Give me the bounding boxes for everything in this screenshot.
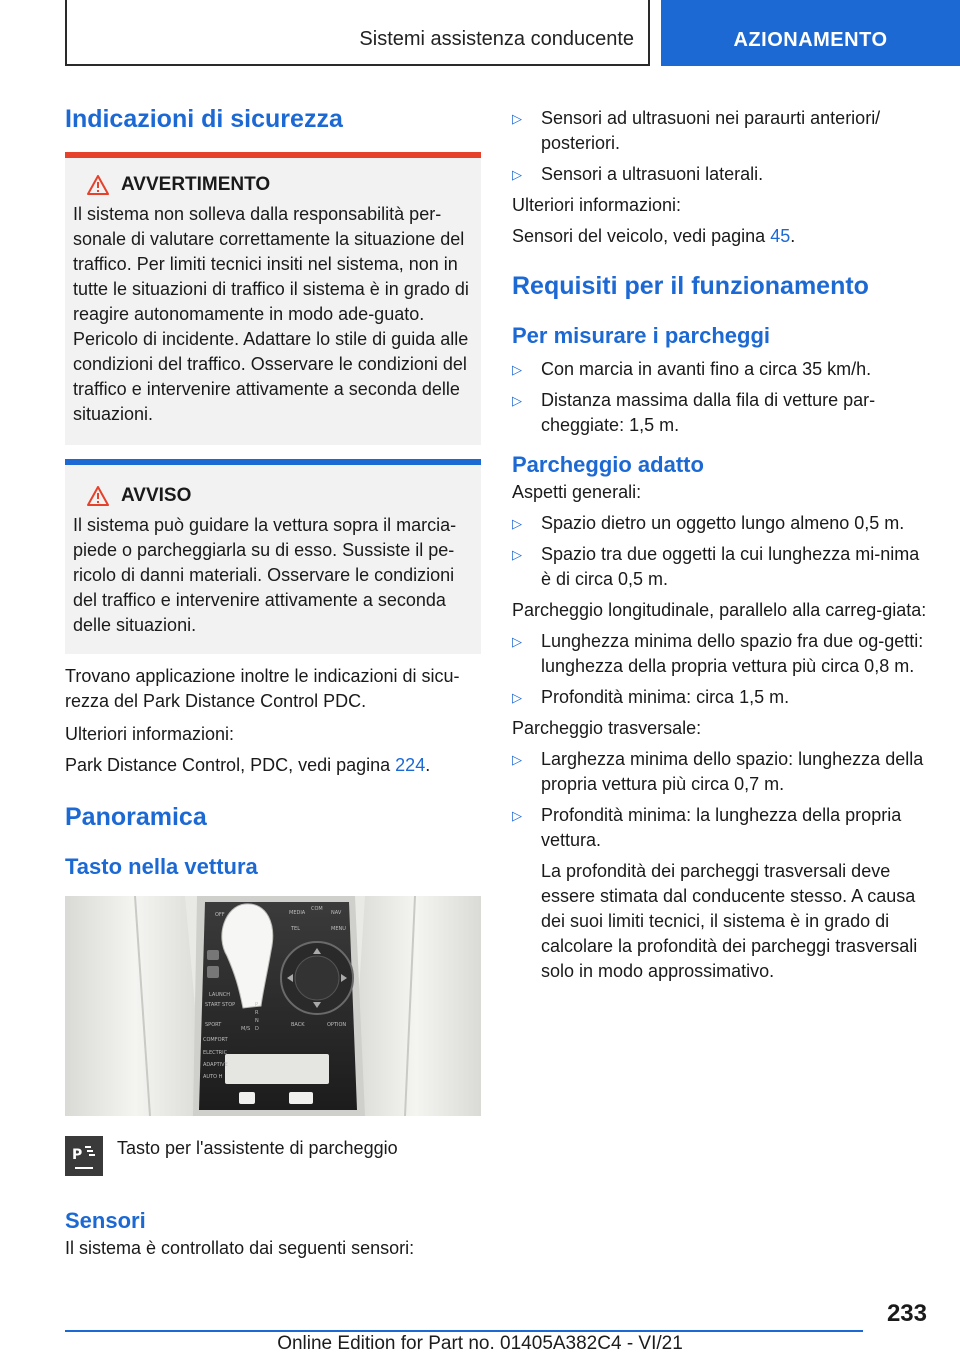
warning-triangle-icon xyxy=(87,486,109,506)
list-item: ▷ Spazio tra due oggetti la cui lunghezza mi-nima è di circa 0,5 m. xyxy=(512,544,920,589)
requirements-title: Requisiti per il funzionamento xyxy=(512,272,869,300)
console-label-launch: LAUNCH xyxy=(209,992,230,998)
list-item: ▷ Con marcia in avanti fino a circa 35 km/h. xyxy=(512,357,932,382)
console-label-nav: NAV xyxy=(331,910,342,916)
sensors-title: Sensori xyxy=(65,1208,146,1233)
bullet-icon: ▷ xyxy=(512,393,522,408)
sensors-page-link[interactable]: 45 xyxy=(770,226,791,246)
console-label-back: BACK xyxy=(291,1022,305,1028)
pdc-page-link[interactable]: 224 xyxy=(395,755,426,775)
console-label-option: OPTION xyxy=(327,1022,347,1028)
bullet-icon: ▷ xyxy=(512,547,522,562)
caption-text: Tasto per l'assistente di parcheggio xyxy=(117,1138,398,1158)
more-info-label: Ulteriori informazioni: xyxy=(512,195,682,215)
notice-label: AVVISO xyxy=(121,485,192,506)
list-item: ▷ Sensori a ultrasuoni laterali. xyxy=(512,162,932,187)
console-label-gear-d: D xyxy=(255,1026,259,1032)
console-label-gear-ms: M/S xyxy=(241,1026,251,1032)
page-number: 233 xyxy=(886,1300,927,1327)
warning-heading xyxy=(87,174,473,196)
bullet-icon: ▷ xyxy=(512,752,522,767)
general-label: Aspetti generali: xyxy=(512,482,642,502)
safety-title: Indicazioni di sicurezza xyxy=(65,105,343,133)
bullet-icon: ▷ xyxy=(512,167,522,182)
measure-list xyxy=(512,357,932,438)
console-label-electric: ELECTRIC xyxy=(203,1050,228,1056)
overview-title: Panoramica xyxy=(65,803,207,831)
list-item: ▷ Profondità minima: la lunghezza della propria vettura. La profondità dei parcheggi trasversali deve essere stimata dal conducente stesso. A causa dei suoi limiti tecnici, il sistema è in grado di calcolare la profondità dei parcheggi trasversali solo in modo approssimativo. xyxy=(512,803,932,984)
console-illustration xyxy=(65,896,481,1116)
header-chapter-title: AZIONAMENTO xyxy=(733,29,888,51)
warning-text: Il sistema non solleva dalla responsabilità per-sonale di valutare correttamente la situazione del traffico. Per limiti tecnici insiti nel sistema, non in tutte le situazioni di traffico il sistema è in grado di reagire autonomamente in modo ade-guato. Pericolo di incidente. Adattare lo stile di guida alle condizioni del traffico. Osservare le condizioni del traffico e intervenire attivamente a seconda delle situazioni. xyxy=(73,204,469,424)
svg-text:P: P xyxy=(72,1147,83,1163)
warning-box xyxy=(65,152,481,445)
console-label-adaptive: ADAPTIVE xyxy=(203,1062,228,1068)
photo-caption xyxy=(65,1136,481,1176)
header-section-box xyxy=(65,0,650,66)
console-label-comfort: COMFORT xyxy=(203,1037,228,1043)
sensors-intro: Il sistema è controllato dai seguenti sensori: xyxy=(65,1238,415,1258)
list-item: ▷ Distanza massima dalla fila di vetture par-cheggiate: 1,5 m. xyxy=(512,390,876,435)
pdc-ref-period: . xyxy=(425,755,431,775)
console-label-gear-n: N xyxy=(255,1018,259,1024)
console-label-start-stop: START STOP xyxy=(205,1002,236,1008)
list-item: ▷ Larghezza minima dello spazio: lunghezza della propria vettura più circa 0,7 m. xyxy=(512,749,924,794)
bullet-icon: ▷ xyxy=(512,362,522,377)
list-item: ▷ Lunghezza minima dello spazio fra due og-getti: lunghezza della propria vettura più circa 0,8 m. xyxy=(512,631,924,676)
pdc-paragraph: Trovano applicazione inoltre le indicazioni di sicu-rezza del Park Distance Control PDC. xyxy=(65,666,460,711)
console-photo xyxy=(65,896,481,1116)
list-item: ▷ Sensori ad ultrasuoni nei paraurti anteriori/ posteriori. xyxy=(512,108,881,153)
more-info-label: Ulteriori informazioni: xyxy=(65,724,235,744)
console-label-menu: MENU xyxy=(331,926,346,932)
footer-divider xyxy=(65,1330,863,1332)
suitable-title: Parcheggio adatto xyxy=(512,452,704,477)
console-label-gear-r: R xyxy=(255,1010,259,1016)
sensors-ref-text: Sensori del veicolo, vedi pagina xyxy=(512,226,766,246)
bullet-icon: ▷ xyxy=(512,516,522,531)
right-column xyxy=(512,96,932,990)
notice-box xyxy=(65,459,481,654)
bullet-icon: ▷ xyxy=(512,111,522,126)
header-section-title: Sistemi assistenza conducente xyxy=(359,28,634,50)
parallel-list xyxy=(512,629,932,710)
transverse-list xyxy=(512,747,932,984)
general-list xyxy=(512,511,932,592)
console-label-gear-p: P xyxy=(255,1002,259,1008)
warning-triangle-icon xyxy=(87,175,109,195)
left-column xyxy=(65,96,481,1261)
list-item: ▷ Spazio dietro un oggetto lungo almeno 0,5 m. xyxy=(512,511,932,536)
sensors-reference xyxy=(512,224,932,249)
bullet-icon: ▷ xyxy=(512,690,522,705)
pdc-reference xyxy=(65,753,481,778)
button-title: Tasto nella vettura xyxy=(65,854,258,879)
park-assistant-button-icon xyxy=(65,1136,103,1176)
notice-text: Il sistema può guidare la vettura sopra il marcia-piede o parcheggiarla su di esso. Sussiste il pe-ricolo di danni materiali. Osservare le condizioni del traffico e intervenire attivamente a seconda delle situazioni. xyxy=(73,515,457,635)
footer-edition: Online Edition for Part no. 01405A382C4 - VI/21 xyxy=(277,1333,683,1354)
console-label-auto-h: AUTO H xyxy=(203,1074,223,1080)
parallel-label: Parcheggio longitudinale, parallelo alla carreg-giata: xyxy=(512,600,927,620)
warning-label: AVVERTIMENTO xyxy=(121,174,271,195)
console-label-off: OFF xyxy=(215,912,225,918)
console-label-sport: SPORT xyxy=(205,1022,222,1028)
console-label-tel: TEL xyxy=(291,926,300,932)
sensors-ref-period: . xyxy=(790,226,796,246)
bullet-icon: ▷ xyxy=(512,634,522,649)
header-chapter-box xyxy=(661,0,960,66)
pdc-ref-text: Park Distance Control, PDC, vedi pagina xyxy=(65,755,391,775)
bullet-icon: ▷ xyxy=(512,808,522,823)
transverse-note: La profondità dei parcheggi trasversali deve essere stimata dal conducente stesso. A causa dei suoi limiti tecnici, il sistema è in grado di calcolare la profondità dei parcheggi trasversali solo in modo approssimativo. xyxy=(541,861,918,981)
transverse-label: Parcheggio trasversale: xyxy=(512,718,702,738)
sensors-list xyxy=(512,106,932,187)
console-label-com: COM xyxy=(311,906,323,912)
notice-heading xyxy=(87,485,473,507)
measure-title: Per misurare i parcheggi xyxy=(512,323,770,348)
console-label-media: MEDIA xyxy=(289,910,306,916)
list-item: ▷ Profondità minima: circa 1,5 m. xyxy=(512,685,932,710)
